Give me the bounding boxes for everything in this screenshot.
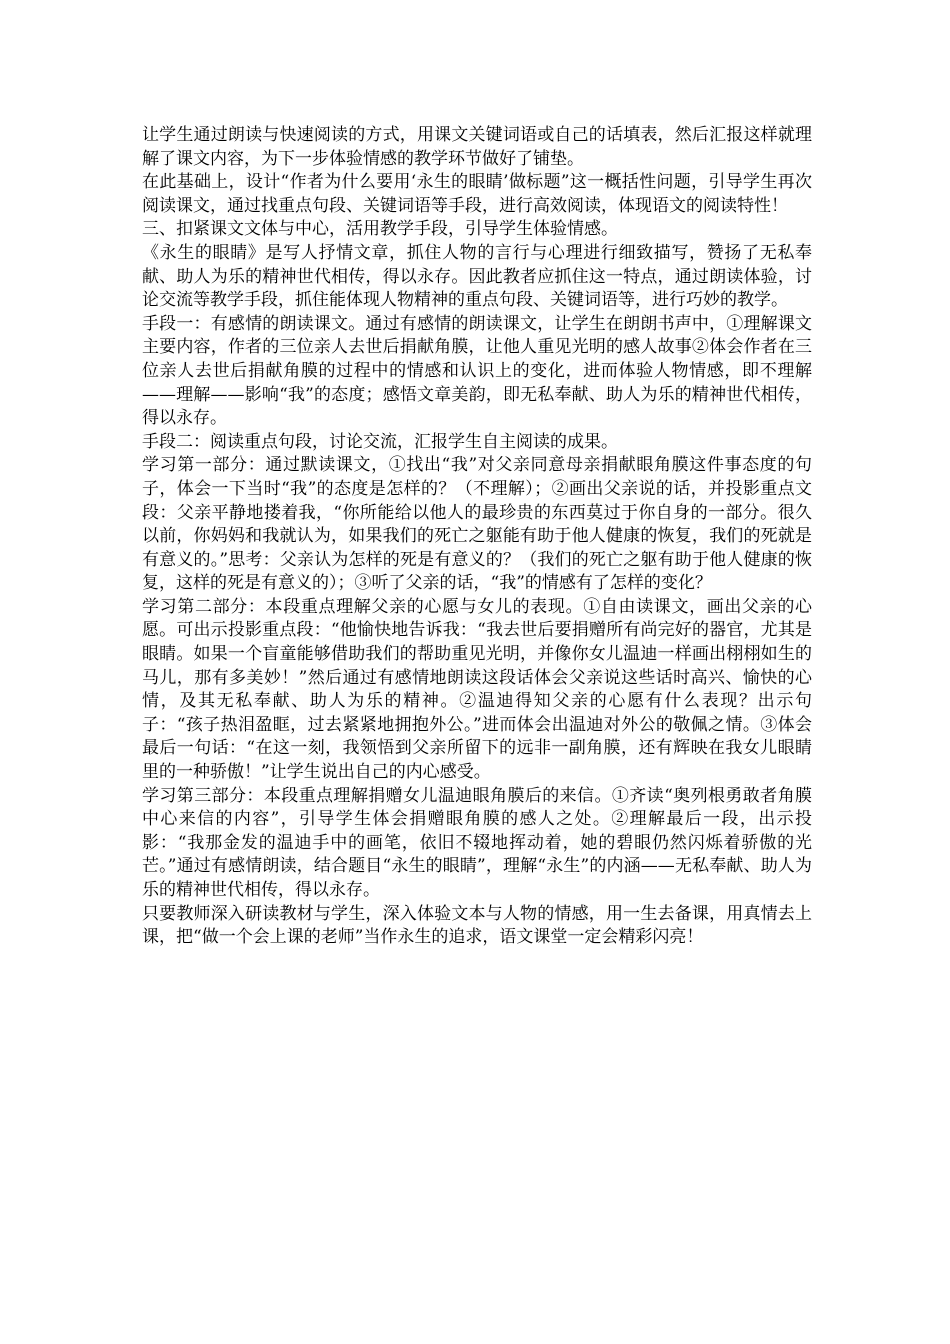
paragraph-method-one: 手段一：有感情的朗读课文。通过有感情的朗读课文，让学生在朗朗书声中，①理解课文主要内容，作者的三位亲人去世后捐献角膜，让他人重见光明的感人故事②体会作者在三位亲人去世后捐献角膜的过程中的情感和认识上的变化，进而体验人物情感，即不理解——理解——影响“我”的态度；感悟文章美韵，即无私奉献、助人为乐的精神世代相传，得以永存。	[142, 313, 812, 429]
paragraph-intro-summary: 让学生通过朗读与快速阅读的方式，用课文关键词语或自己的话填表，然后汇报这样就理解了课文内容，为下一步体验情感的教学环节做好了铺垫。	[142, 125, 812, 169]
section-heading-three: 三、扣紧课文文体与中心，活用教学手段，引导学生体验情感。	[142, 219, 618, 240]
document-body	[142, 124, 812, 950]
paragraph-genre-analysis: 《永生的眼睛》是写人抒情文章，抓住人物的言行与心理进行细致描写，赞扬了无私奉献、助人为乐的精神世代相传，得以永存。因此教者应抓住这一特点，通过朗读体验，讨论交流等教学手段，抓住能体现人物精神的重点句段、关键词语等，进行巧妙的教学。	[142, 242, 812, 311]
paragraph-part-three: 学习第三部分：本段重点理解捐赠女儿温迪眼角膜后的来信。①齐读“奥列根勇敢者角膜中心来信的内容”，引导学生体会捐赠眼角膜的感人之处。②理解最后一段，出示投影：“我那金发的温迪手中的画笔，依旧不辍地挥动着，她的碧眼仍然闪烁着骄傲的光芒。”通过有感情朗读，结合题目“永生的眼睛”，理解“永生”的内涵——无私奉献、助人为乐的精神世代相传，得以永存。	[142, 785, 812, 900]
paragraph-method-two: 手段二：阅读重点句段，讨论交流，汇报学生自主阅读的成果。	[142, 431, 618, 452]
paragraph-part-one: 学习第一部分：通过默读课文，①找出“我”对父亲同意母亲捐献眼角膜这件事态度的句子，体会一下当时“我”的态度是怎样的？（不理解）；②画出父亲说的话，并投影重点文段：父亲平静地搂着我，“你所能给以他人的最珍贵的东西莫过于你自身的一部分。很久以前，你妈妈和我就认为，如果我们的死亡之躯能有助于他人健康的恢复，我们的死就是有意义的。”思考：父亲认为怎样的死是有意义的？（我们的死亡之躯有助于他人健康的恢复，这样的死是有意义的）；③听了父亲的话，“我”的情感有了怎样的变化？	[142, 455, 812, 594]
paragraph-title-question: 在此基础上，设计“作者为什么要用‘永生的眼睛’做标题”这一概括性问题，引导学生再次阅读课文，通过找重点句段、关键词语等手段，进行高效阅读，体现语文的阅读特性！	[142, 172, 812, 216]
paragraph-conclusion: 只要教师深入研读教材与学生，深入体验文本与人物的情感，用一生去备课，用真情去上课，把“做一个会上课的老师”当作永生的追求，语文课堂一定会精彩闪亮！	[142, 903, 812, 948]
paragraph-part-two: 学习第二部分：本段重点理解父亲的心愿与女儿的表现。①自由读课文，画出父亲的心愿。可出示投影重点段：“他愉快地告诉我：“我去世后要捐赠所有尚完好的器官，尤其是眼睛。如果一个盲童能够借助我们的帮助重见光明，并像你女儿温迪一样画出栩栩如生的马儿，那有多美妙！”然后通过有感情地朗读这段话体会父亲说这些话时高兴、愉快的心情，及其无私奉献、助人为乐的精神。②温迪得知父亲的心愿有什么表现？出示句子：“孩子热泪盈眶，过去紧紧地拥抱外公。”进而体会出温迪对外公的敬佩之情。③体会最后一句话：“在这一刻，我领悟到父亲所留下的远非一副角膜，还有辉映在我女儿眼睛里的一种骄傲！”让学生说出自己的内心感受。	[142, 596, 812, 783]
